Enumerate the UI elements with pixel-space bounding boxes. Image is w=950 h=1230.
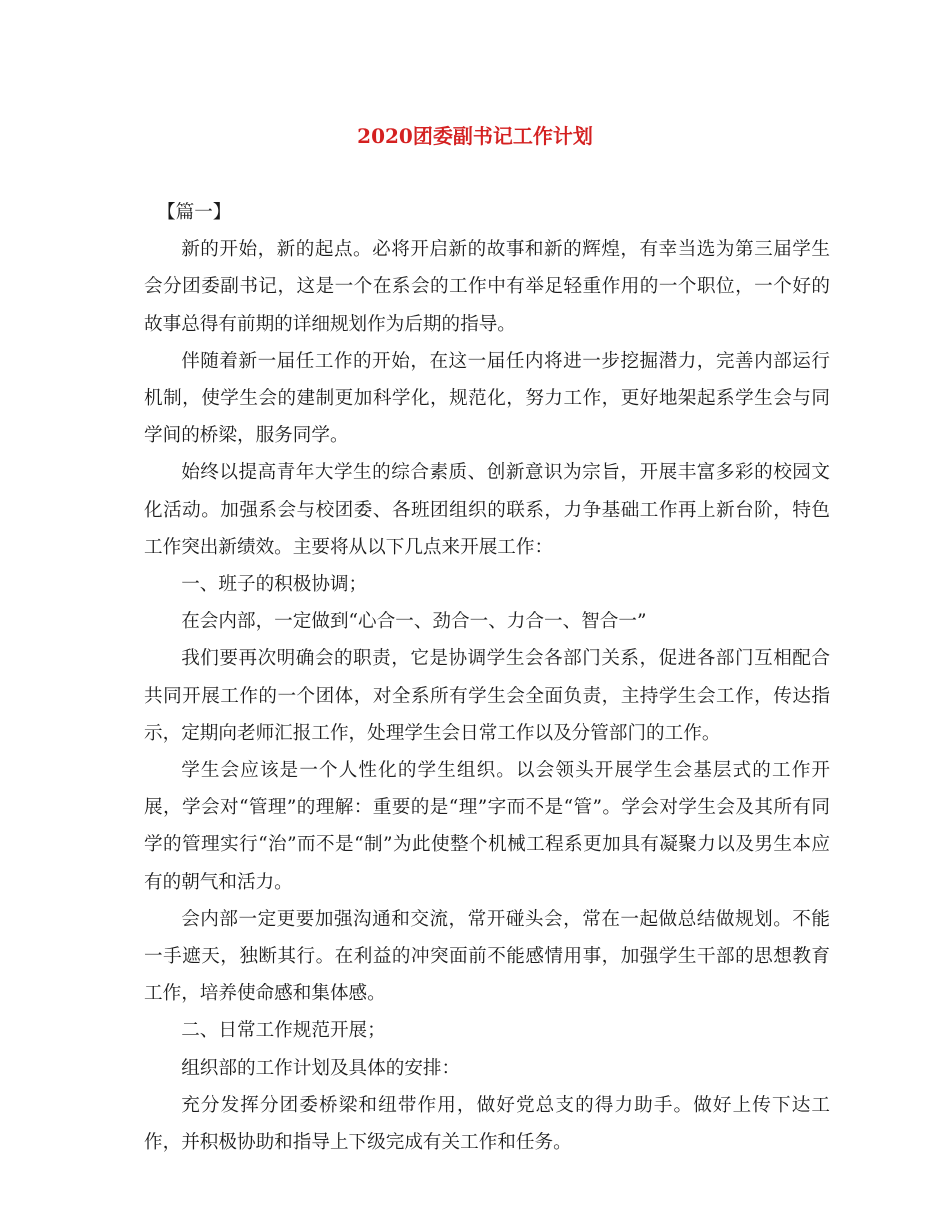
paragraph: 我们要再次明确会的职责，它是协调学生会各部门关系，促进各部门互相配合共同开展工作的一个团体，对全系所有学生会全面负责，主持学生会工作，传达指示，定期向老师汇报工作，处理学生会日常工作以及分管部门的工作。 bbox=[144, 648, 830, 744]
paragraph: 一、班子的积极协调； bbox=[181, 574, 368, 596]
paragraph: 伴随着新一届任工作的开始，在这一届任内将进一步挖掘潜力，完善内部运行机制，使学生会的建制更加科学化，规范化，努力工作，更好地架起系学生会与同学间的桥梁，服务同学。 bbox=[144, 350, 830, 447]
paragraph: 充分发挥分团委桥梁和纽带作用，做好党总支的得力助手。做好上传下达工作，并积极协助和指导上下级完成有关工作和任务。 bbox=[144, 1094, 830, 1154]
paragraph: 二、日常工作规范开展； bbox=[181, 1020, 386, 1042]
paragraph: 组织部的工作计划及具体的安排： bbox=[181, 1057, 461, 1079]
paragraph: 学生会应该是一个人性化的学生组织。以会领头开展学生会基层式的工作开展，学会对“管理”的理解：重要的是“理”字而不是“管”。学会对学生会及其所有同学的管理实行“治”而不是“制”为此使整个机械工程系更加具有凝聚力以及男生本应有的朝气和活力。 bbox=[144, 760, 830, 893]
paragraph: 新的开始，新的起点。必将开启新的故事和新的辉煌，有幸当选为第三届学生会分团委副书记，这是一个在系会的工作中有举足轻重作用的一个职位，一个好的故事总得有前期的详细规划作为后期的指导。 bbox=[144, 239, 830, 335]
paragraph: 会内部一定更要加强沟通和交流，常开碰头会，常在一起做总结做规划。不能一手遮天，独断其行。在利益的冲突面前不能感情用事，加强学生干部的思想教育工作，培养使命感和集体感。 bbox=[144, 908, 830, 1005]
document-title: 2020团委副书记工作计划 bbox=[357, 124, 593, 148]
document-body bbox=[144, 194, 830, 1161]
paragraph: 始终以提高青年大学生的综合素质、创新意识为宗旨，开展丰富多彩的校园文化活动。加强系会与校团委、各班团组织的联系，力争基础工作再上新台阶，特色工作突出新绩效。主要将从以下几点来开展工作： bbox=[144, 462, 830, 558]
paragraph: 在会内部，一定做到“心合一、劲合一、力合一、智合一” bbox=[181, 611, 647, 633]
section-heading: 【篇一】 bbox=[157, 202, 232, 223]
